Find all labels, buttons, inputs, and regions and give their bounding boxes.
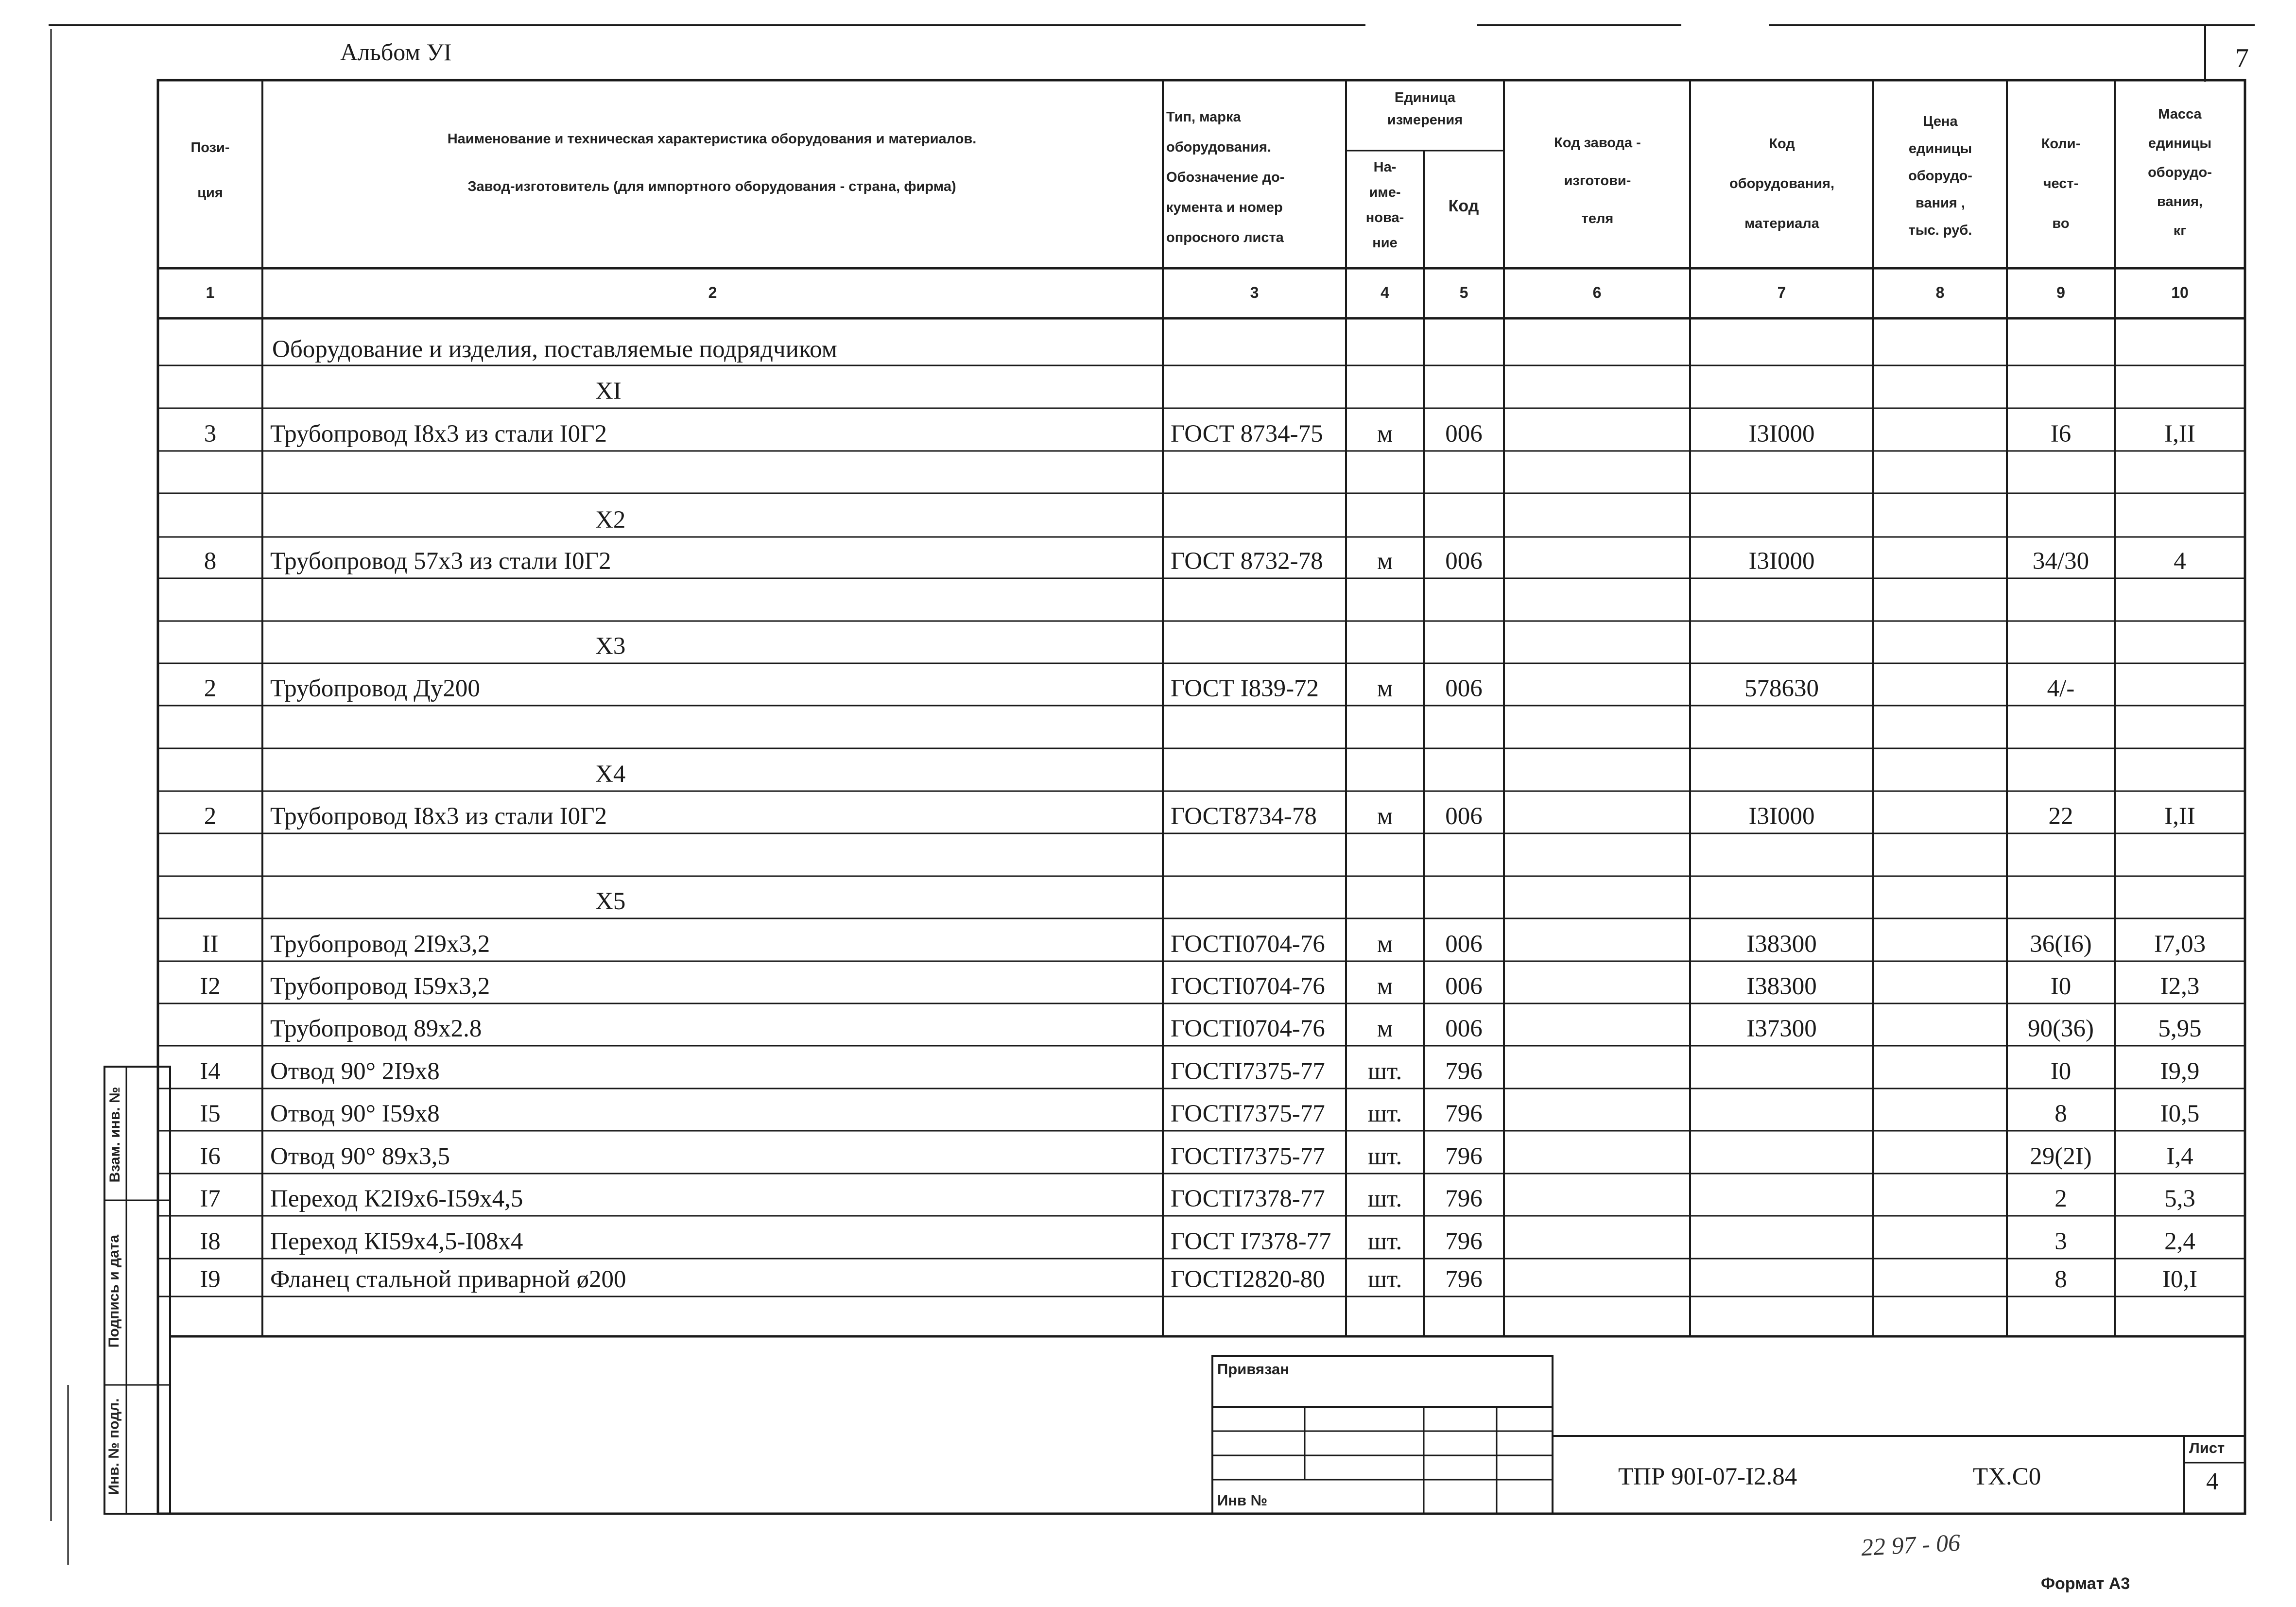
table-cell-qty: 34/30	[2032, 548, 2089, 575]
table-cell-doc: ГОСТI7375-77	[1171, 1143, 1325, 1170]
doc-code: ТПР 90I-07-I2.84	[1618, 1463, 1797, 1490]
table-cell-mat	[1690, 1174, 1873, 1216]
table-cell-unit: м	[1377, 548, 1393, 575]
table-cell-mat: I37300	[1746, 1015, 1817, 1042]
table-cell-mass: I,II	[2164, 420, 2195, 448]
table-cell-pos	[158, 451, 262, 493]
table-cell-qty: 4/-	[2047, 675, 2075, 702]
column-number: 10	[2171, 284, 2189, 301]
table-cell-name: Трубопровод I8х3 из стали I0Г2	[270, 803, 607, 830]
table-cell-name: Трубопровод 57х3 из стали I0Г2	[270, 548, 611, 575]
table-cell-qty: 2	[2054, 1185, 2067, 1212]
table-cell-name: XI	[595, 378, 621, 405]
stamp-inv-no: Инв №	[1217, 1492, 1268, 1509]
table-cell-unit: м	[1377, 931, 1393, 958]
table-cell-code: 796	[1445, 1228, 1483, 1255]
table-cell-name	[262, 451, 1163, 493]
table-cell-pos: I2	[200, 973, 221, 1000]
table-cell-qty: 29(2I)	[2030, 1143, 2092, 1170]
table-cell-pos: I4	[200, 1058, 221, 1085]
table-cell-unit: шт.	[1367, 1228, 1402, 1255]
table-cell-unit: м	[1377, 675, 1393, 702]
table-cell-mat	[1690, 1216, 1873, 1259]
table-cell-unit: шт.	[1367, 1185, 1402, 1212]
album-title: Альбом УI	[340, 38, 452, 66]
table-cell-unit: м	[1377, 803, 1393, 830]
table-cell-pos	[158, 578, 262, 621]
table-cell-name: X2	[595, 506, 626, 534]
table-cell-pos	[158, 748, 262, 791]
table-cell-pos	[158, 493, 262, 537]
doc-mark: ТХ.С0	[1973, 1463, 2041, 1490]
sheet-label: Лист	[2189, 1439, 2225, 1456]
table-cell-unit: шт.	[1367, 1266, 1402, 1293]
table-cell-name: X4	[595, 760, 626, 788]
table-cell-unit: шт.	[1367, 1100, 1402, 1127]
table-cell-name: Переход К2I9х6-I59х4,5	[270, 1185, 523, 1212]
table-cell-mat	[1690, 1131, 1873, 1174]
table-cell-code: 006	[1445, 548, 1483, 575]
table-cell-pos: 3	[204, 420, 217, 448]
table-cell-unit: шт.	[1367, 1058, 1402, 1085]
table-cell-mass: I0,I	[2162, 1266, 2198, 1293]
table-cell-pos	[158, 621, 262, 663]
table-cell-name: Отвод 90° 2I9х8	[270, 1058, 440, 1085]
table-cell-doc: ГОСТ 8732-78	[1171, 548, 1323, 575]
table-cell-mass: 5,3	[2164, 1185, 2195, 1212]
header-unit-group: Единица измерения	[1387, 90, 1463, 128]
table-cell-name: Трубопровод 2I9х3,2	[270, 931, 490, 958]
header-price: Цена единицы оборудо- вания , тыс. руб.	[1908, 114, 1972, 238]
header-material-code: Код оборудования, материала	[1729, 136, 1835, 231]
table-cell-code: 796	[1445, 1266, 1483, 1293]
table-cell-pos: 2	[204, 675, 217, 702]
table-cell-pos	[158, 706, 262, 748]
table-cell-name: Трубопровод Ду200	[270, 675, 480, 702]
table-cell-unit: шт.	[1367, 1143, 1402, 1170]
column-number: 5	[1459, 284, 1468, 301]
table-cell-qty: 90(36)	[2028, 1015, 2094, 1042]
table-cell-name: Трубопровод 89х2.8	[270, 1015, 482, 1042]
stamp-privyazan: Привязан	[1217, 1361, 1289, 1378]
table-cell-doc: ГОСТI7375-77	[1171, 1100, 1325, 1127]
table-cell-qty: I0	[2050, 1058, 2072, 1085]
table-cell-code: 006	[1445, 931, 1483, 958]
table-cell-pos: I9	[200, 1266, 221, 1293]
table-cell-mat: 578630	[1744, 675, 1819, 702]
table-cell-doc: ГОСТ8734-78	[1171, 803, 1317, 830]
table-cell-mass: I,4	[2166, 1143, 2193, 1170]
table-cell-pos: I8	[200, 1228, 221, 1255]
header-mass: Масса единицы оборудо- вания, кг	[2148, 106, 2212, 239]
table-cell-doc: ГОСТI2820-80	[1171, 1266, 1325, 1293]
table-cell-mat: I38300	[1746, 931, 1817, 958]
table-cell-name: Отвод 90° 89х3,5	[270, 1143, 450, 1170]
table-cell-unit: м	[1377, 973, 1393, 1000]
table-cell-pos	[158, 876, 262, 918]
table-cell-mass	[2115, 663, 2245, 706]
table-cell-mass: 2,4	[2164, 1228, 2195, 1255]
table-cell-qty: 8	[2054, 1266, 2067, 1293]
table-cell-name: Отвод 90° I59х8	[270, 1100, 440, 1127]
table-cell-pos: I7	[200, 1185, 221, 1212]
table-cell-unit: м	[1377, 1015, 1393, 1042]
table-cell-name: X5	[595, 888, 626, 915]
table-cell-pos: 8	[204, 548, 217, 575]
header-name: Наименование и техническая характеристика оборудования и материалов. Завод-изготовитель (для импортного оборудования - страна, фирма)	[447, 131, 977, 194]
side-label-inv-podl: Инв. № подл.	[106, 1398, 122, 1495]
table-cell-doc: ГОСТ I7378-77	[1171, 1228, 1331, 1255]
table-cell-mat	[1690, 1089, 1873, 1131]
sheet-number: 4	[2206, 1468, 2219, 1495]
table-cell-mass: I9,9	[2160, 1058, 2200, 1085]
column-number: 9	[2056, 284, 2065, 301]
column-number: 4	[1381, 284, 1389, 301]
table-cell-name	[262, 833, 1163, 876]
table-cell-qty: 36(I6)	[2030, 931, 2092, 958]
header-factory-code: Код завода - изготови- теля	[1554, 135, 1641, 226]
table-cell-name: Трубопровод I8х3 из стали I0Г2	[270, 420, 607, 448]
table-cell-code: 006	[1445, 1015, 1483, 1042]
table-cell-name: Фланец стальной приварной ø200	[270, 1266, 626, 1293]
section-heading: Оборудование и изделия, поставляемые подрядчиком	[272, 336, 837, 363]
table-cell-pos	[158, 365, 262, 408]
table-cell-qty: I0	[2050, 973, 2072, 1000]
table-cell-name: Трубопровод I59х3,2	[270, 973, 490, 1000]
table-cell-unit: м	[1377, 420, 1393, 448]
table-cell-code: 796	[1445, 1143, 1483, 1170]
table-cell-pos: I6	[200, 1143, 221, 1170]
table-cell-code: 796	[1445, 1185, 1483, 1212]
table-cell-qty: I6	[2050, 420, 2072, 448]
table-cell-mass: I0,5	[2160, 1100, 2200, 1127]
table-cell-doc: ГОСТI0704-76	[1171, 931, 1325, 958]
table-cell-mat: I3I000	[1748, 420, 1815, 448]
table-cell-name	[262, 578, 1163, 621]
table-cell-pos	[158, 1003, 262, 1046]
column-number: 6	[1592, 284, 1602, 301]
table-cell-mat: I3I000	[1748, 803, 1815, 830]
table-cell-code: 796	[1445, 1100, 1483, 1127]
table-cell-mat: I38300	[1746, 973, 1817, 1000]
table-cell-code: 006	[1445, 973, 1483, 1000]
column-number: 8	[1935, 284, 1945, 301]
table-cell-pos	[158, 833, 262, 876]
table-cell-pos	[158, 1296, 262, 1336]
table-cell-mass: 5,95	[2158, 1015, 2202, 1042]
table-cell-code: 006	[1445, 803, 1483, 830]
handwritten-note: 22 97 - 06	[1860, 1528, 1961, 1561]
format-label: Формат А3	[2041, 1574, 2130, 1593]
table-cell-mat	[1690, 1046, 1873, 1089]
page-corner-number: 7	[2235, 43, 2249, 73]
column-number: 3	[1250, 284, 1259, 301]
table-cell-qty: 3	[2054, 1228, 2067, 1255]
header-quantity: Коли- чест- во	[2041, 136, 2081, 231]
table-cell-name	[262, 706, 1163, 748]
table-cell-code: 006	[1445, 675, 1483, 702]
table-cell-mass: I7,03	[2154, 931, 2206, 958]
table-cell-code: 006	[1445, 420, 1483, 448]
table-cell-doc: ГОСТI7375-77	[1171, 1058, 1325, 1085]
header-unit-code: Код	[1448, 197, 1479, 215]
table-cell-code: 796	[1445, 1058, 1483, 1085]
column-number: 7	[1777, 284, 1786, 301]
table-cell-mat: I3I000	[1748, 548, 1815, 575]
table-cell-mat	[1690, 1259, 1873, 1296]
table-cell-doc: ГОСТ I839-72	[1171, 675, 1319, 702]
table-cell-name	[262, 1296, 1163, 1336]
column-number: 2	[708, 284, 717, 301]
table-cell-qty: 8	[2054, 1100, 2067, 1127]
table-cell-name: Переход КI59х4,5-I08х4	[270, 1228, 523, 1255]
table-cell-doc: ГОСТI0704-76	[1171, 973, 1325, 1000]
table-cell-doc: ГОСТ 8734-75	[1171, 420, 1323, 448]
table-cell-qty: 22	[2048, 803, 2073, 830]
header-type: Тип, марка оборудования. Обозначение до- кумента и номер опросного листа	[1166, 109, 1285, 245]
side-label-signature-date: Подпись и дата	[106, 1234, 122, 1348]
header-unit-name: На- име- нова- ние	[1365, 159, 1404, 251]
header-position: Пози- ция	[190, 140, 230, 201]
table-cell-mass: 4	[2174, 548, 2186, 575]
side-label-vzam-inv: Взам. инв. №	[107, 1087, 123, 1183]
table-cell-mass: I,II	[2164, 803, 2195, 830]
table-cell-doc: ГОСТI7378-77	[1171, 1185, 1325, 1212]
table-cell-pos: 2	[204, 803, 217, 830]
table-cell-mass: I2,3	[2160, 973, 2200, 1000]
table-cell-name: X3	[595, 633, 626, 660]
table-cell-pos: I5	[200, 1100, 221, 1127]
table-cell-doc: ГОСТI0704-76	[1171, 1015, 1325, 1042]
table-cell-pos: II	[202, 931, 219, 958]
column-number: 1	[206, 284, 215, 301]
